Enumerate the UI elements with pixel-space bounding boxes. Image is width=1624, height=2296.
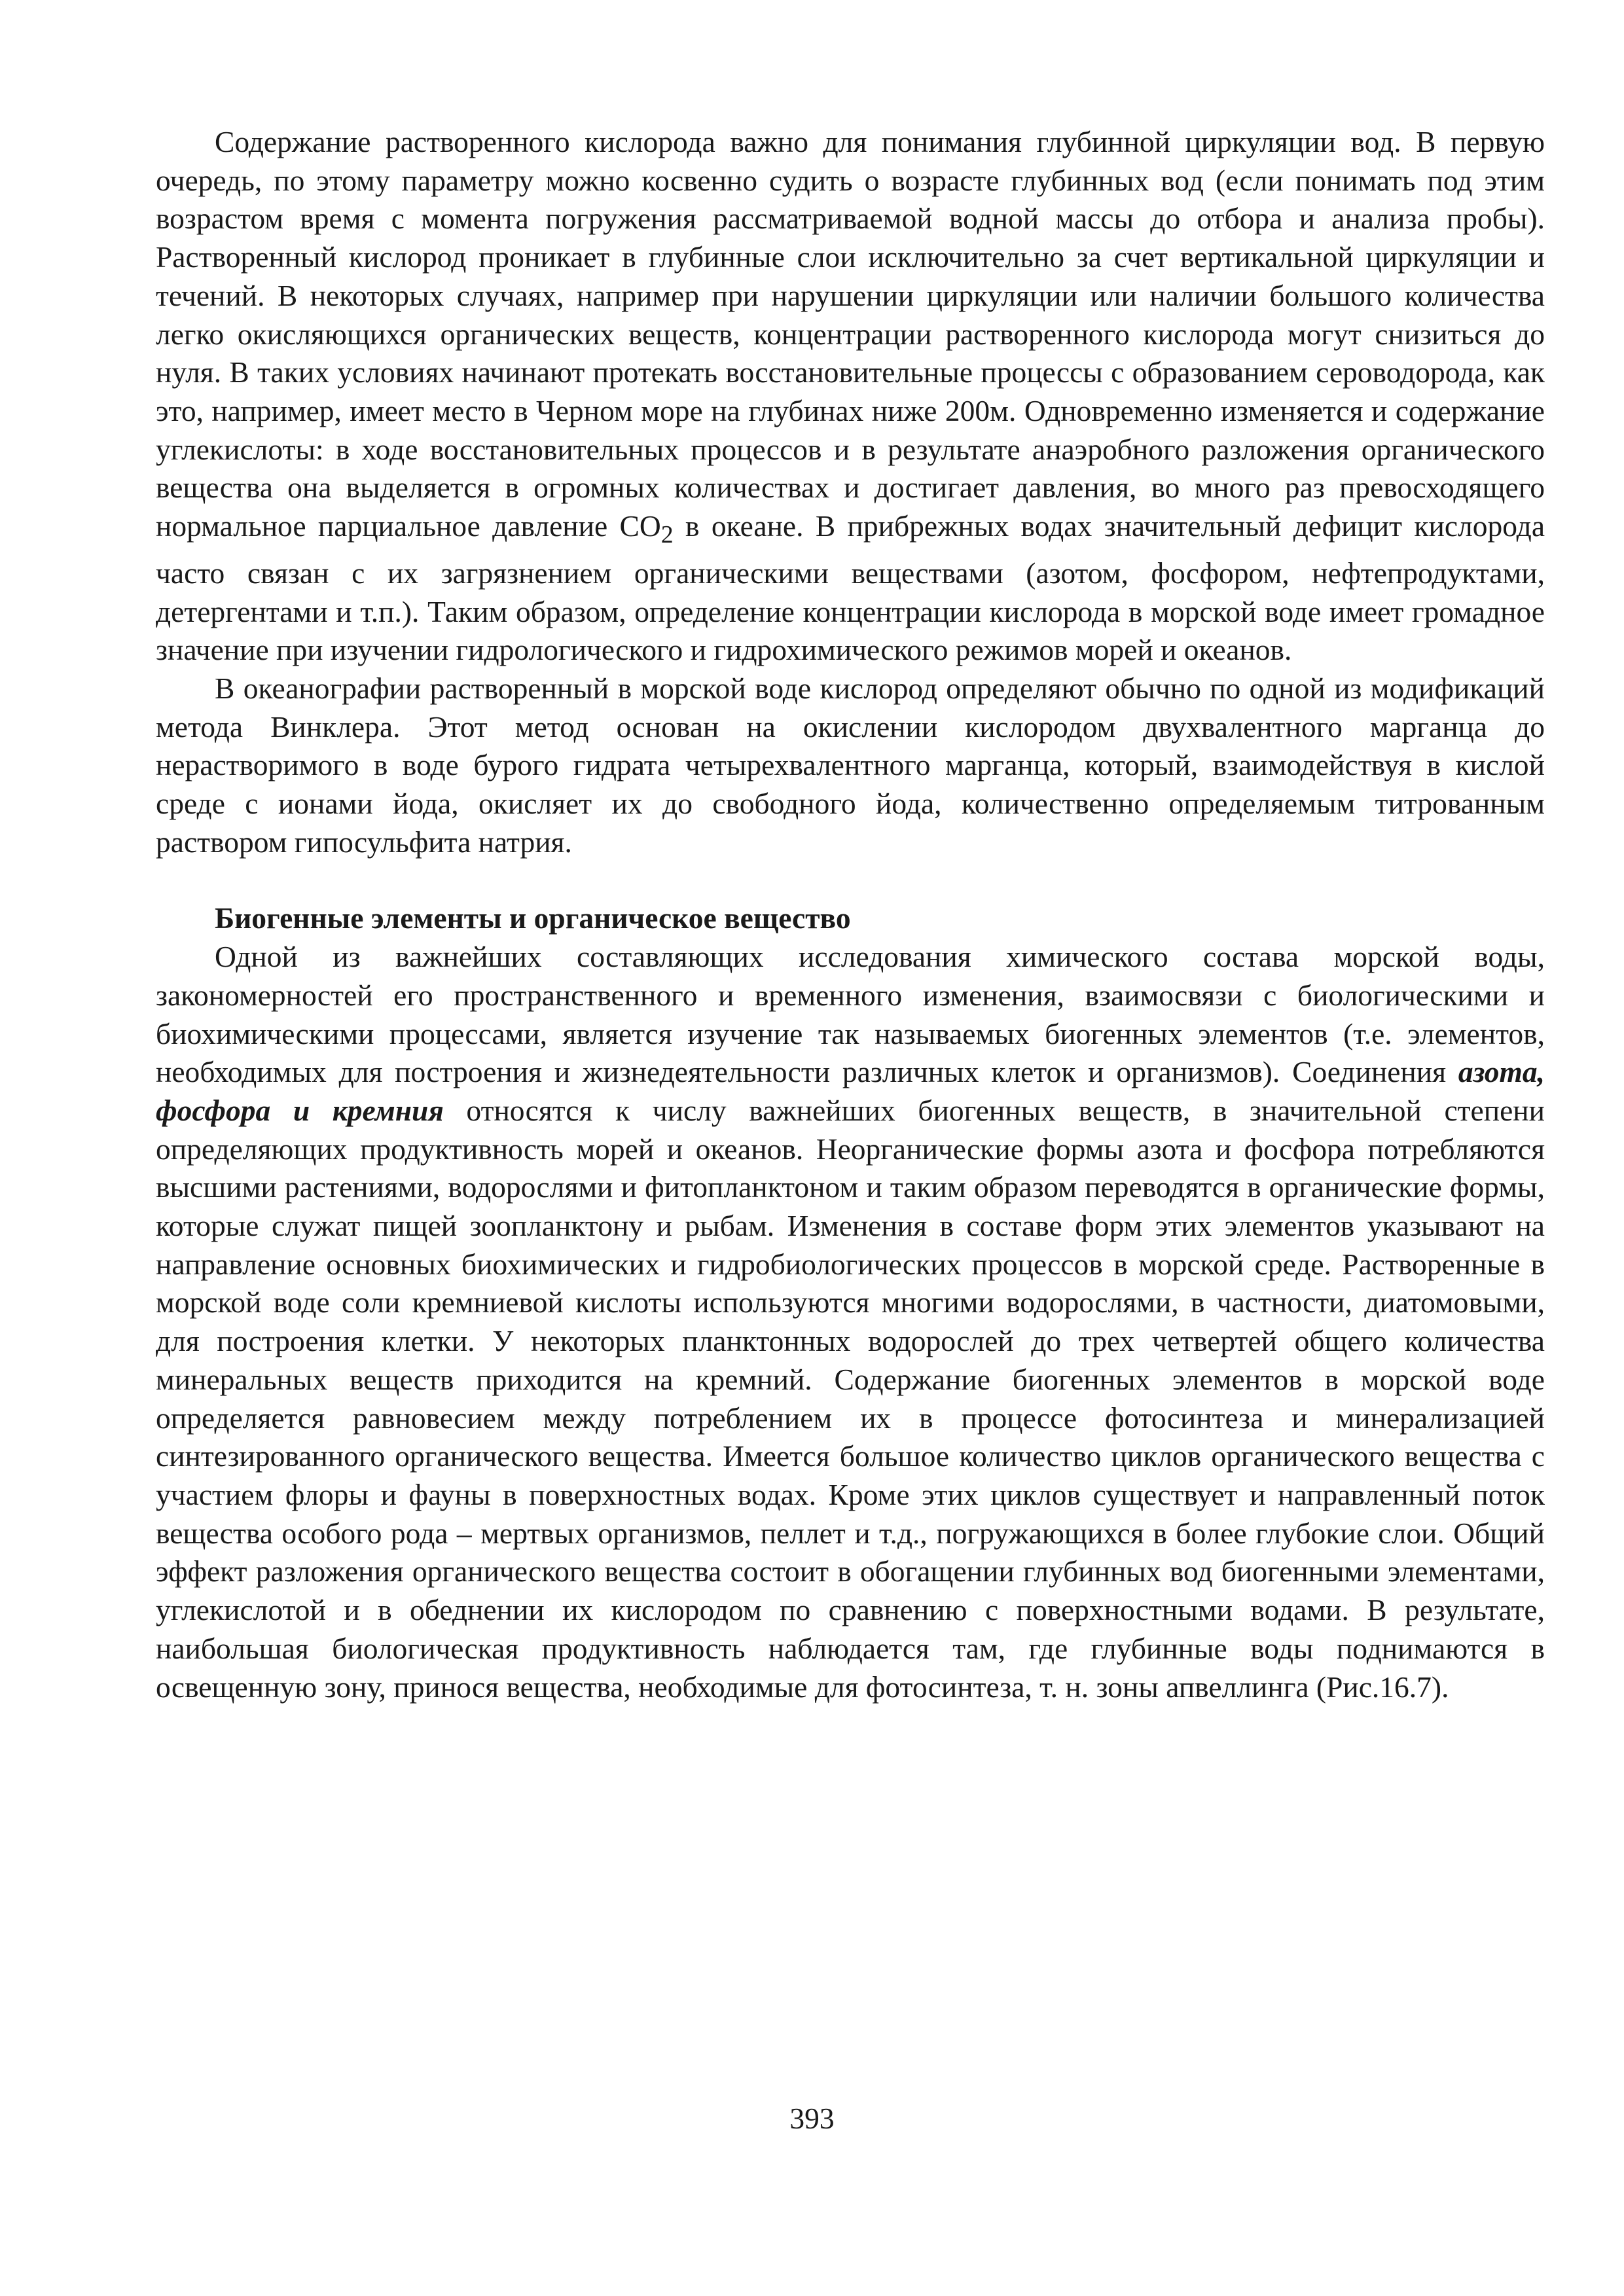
paragraph-text: в океане. В прибрежных водах значительный дефицит кислорода часто связан с их загрязнением органическими веществами (азотом, фосфором, нефтепродуктами, детергентами и т.п.). Таким образом, определение концентрации кислорода в морской воде имеет громадное значение при изучении гидрологического и гидрохимического режимов морей и океанов.: [156, 509, 1545, 667]
paragraph-text: Содержание растворенного кислорода важно для понимания глубинной циркуляции вод. В первую очередь, по этому параметру можно косвенно судить о возрасте глубинных вод (если понимать под этим возрастом время с момента погружения рассматриваемой водной массы до отбора и анализа пробы). Растворенный кислород проникает в глубинные слои исключительно за счет вертикальной циркуляции и течений. В некоторых случаях, например при нарушении циркуляции или наличии большого количества легко окисляющихся органических веществ, концентрации растворенного кислорода могут снизиться до нуля. В таких условиях начинают протекать восстановительные процессы с образованием сероводорода, как это, например, имеет место в Черном море на глубинах ниже 200м. Одновременно изменяется и содержание углекислоты: в ходе восстановительных процессов и в результате анаэробного разложения органического вещества она выделяется в огромных количествах и достигает давления, во много раз превосходящего нормальное парциальное давление CO: [156, 125, 1545, 543]
page-body: [156, 123, 1545, 1706]
subscript-2: 2: [660, 521, 674, 549]
page-number: 393: [789, 2102, 835, 2135]
spacer: [156, 861, 1545, 899]
paragraph-text: Одной из важнейших составляющих исследования химического состава морской воды, закономерностей его пространственного и временного изменения, взаимосвязи с биологическими и биохимическими процессами, является изучение так называемых биогенных элементов (т.е. элементов, необходимых для построения и жизнедеятельности различных клеток и организмов). Соединения: [156, 940, 1545, 1089]
section-heading: Биогенные элементы и органическое вещество: [215, 901, 851, 935]
emphasized-text: азота, фосфора и кремния: [156, 1055, 1545, 1127]
paragraph-text: относятся к числу важнейших биогенных веществ, в значительной степени определяющих продуктивность морей и океанов. Неорганические формы азота и фосфора потребляются высшими растениями, водорослями и фитопланктоном и таким образом переводятся в органические формы, которые служат пищей зоопланктону и рыбам. Изменения в составе форм этих элементов указывают на направление основных биохимических и гидробиологических процессов в морской среде. Растворенные в морской воде соли кремниевой кислоты используются многими водорослями, в частности, диатомовыми, для построения клетки. У некоторых планктонных водорослей до трех четвертей общего количества минеральных веществ приходится на кремний. Содержание биогенных элементов в морской воде определяется равновесием между потреблением их в процессе фотосинтеза и минерализацией синтезированного органического вещества. Имеется большое количество циклов органического вещества с участием флоры и фауны в поверхностных водах. Кроме этих циклов существует и направленный поток вещества особого рода – мертвых организмов, пеллет и т.д., погружающихся в более глубокие слои. Общий эффект разложения органического вещества состоит в обогащении глубинных вод биогенными элементами, углекислотой и в обеднении их кислородом по сравнению с поверхностными водами. В результате, наибольшая биологическая продуктивность наблюдается там, где глубинные воды поднимаются в освещенную зону, принося вещества, необходимые для фотосинтеза, т. н. зоны апвеллинга (Рис.16.7).: [156, 1093, 1545, 1704]
paragraph-winkler-method: В океанографии растворенный в морской воде кислород определяют обычно по одной из модификаций метода Винклера. Этот метод основан на окислении кислородом двухвалентного марганца до нерастворимого в воде бурого гидрата четырехвалентного марганца, который, взаимодействуя в кислой среде с ионами йода, окисляет их до свободного йода, количественно определяемым титрованным раствором гипосульфита натрия.: [156, 671, 1545, 859]
paragraph-biogenic-elements: [156, 938, 1545, 1706]
paragraph-dissolved-oxygen: [156, 123, 1545, 670]
